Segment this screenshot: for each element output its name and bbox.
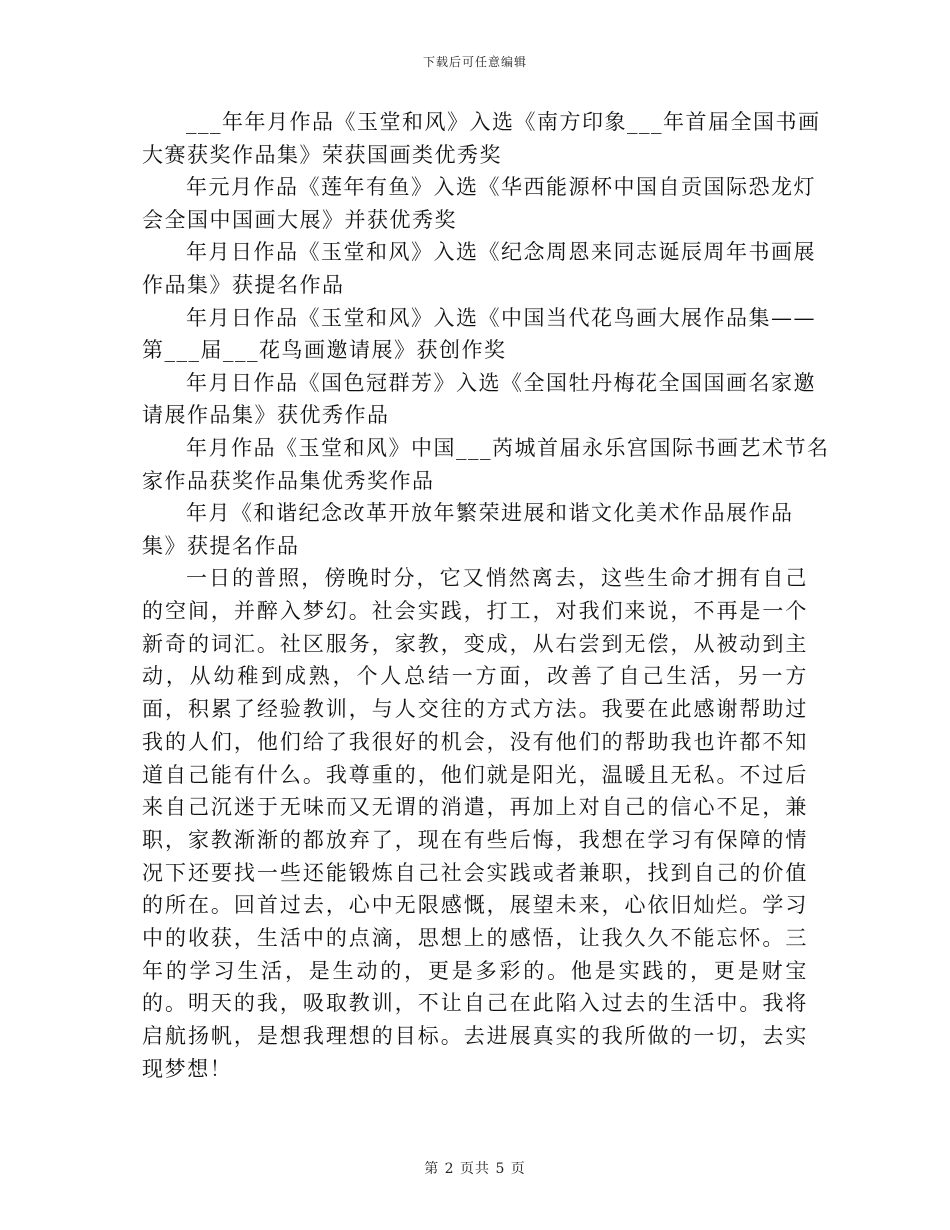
award-entry-line: 年元月作品《莲年有鱼》入选《华西能源杯中国自贡国际恐龙灯 [186,175,816,200]
award-entry-line: 年月日作品《玉堂和风》入选《纪念周恩来同志诞辰周年书画展 [186,240,816,265]
award-entry-line: 年月日作品《国色冠群芳》入选《全国牡丹梅花全国国画名家邀 [186,370,816,395]
award-entry [142,497,808,562]
page-header: 下载后可任意编辑 [422,55,527,69]
award-entry-line: 请展作品集》获优秀作品 [142,403,390,428]
award-entry-line: 会全国中国画大展》并获优秀奖 [142,207,457,232]
award-entry-line: 第___届___花鸟画邀请展》获创作奖 [142,338,507,363]
body-paragraph: 一日的普照，傍晚时分，它又悄然离去，这些生命才拥有自己的空间，并醉入梦幻。社会实践，打工，对我们来说，不再是一个新奇的词汇。社区服务，家教，变成，从右尝到无偿，从被动到主动，从幼稚到成熟，个人总结一方面，改善了自己生活，另一方面，积累了经验教训，与人交往的方式方法。我要在此感谢帮助过我的人们，他们给了我很好的机会，没有他们的帮助我也许都不知道自己能有什么。我尊重的，他们就是阳光，温暖且无私。不过后来自己沉迷于无味而又无谓的消遣，再加上对自己的信心不足，兼职，家教渐渐的都放弃了，现在有些后悔，我想在学习有保障的情况下还要找一些还能锻炼自己社会实践或者兼职，找到自己的价值的所在。回首过去，心中无限感慨，展望未来，心依旧灿烂。学习中的收获，生活中的点滴，思想上的感悟，让我久久不能忘怀。三年的学习生活，是生动的，更是多彩的。他是实践的，更是财宝的。明天的我，吸取教训，不让自己在此陷入过去的生活中。我将启航扬帆，是想我理想的目标。去进展真实的我所做的一切，去实现梦想！ [142,566,808,1081]
award-entry [142,171,816,236]
award-entry-line: 作品集》获提名作品 [142,272,345,297]
award-entry-line: ___年年月作品《玉堂和风》入选《南方印象___年首届全国书画 [186,110,821,134]
document-body [142,106,830,1086]
award-entry [142,432,830,497]
award-entry-line: 集》获提名作品 [142,533,300,558]
award-entry [142,106,821,171]
award-entry [142,236,816,301]
award-entry-line: 年月作品《玉堂和风》中国___芮城首届永乐宫国际书画艺术节名 [186,435,830,460]
page-footer: 第 2 页共 5 页 [424,1161,526,1177]
award-entry-line: 大赛获奖作品集》荣获国画类优秀奖 [142,142,502,167]
award-entry [142,302,816,367]
award-entry [142,367,816,432]
award-entry-line: 年月日作品《玉堂和风》入选《中国当代花鸟画大展作品集—— [186,305,816,330]
award-entry-line: 家作品获奖作品集优秀奖作品 [142,468,435,493]
award-entry-line: 年月《和谐纪念改革开放年繁荣进展和谐文化美术作品展作品 [186,501,794,526]
